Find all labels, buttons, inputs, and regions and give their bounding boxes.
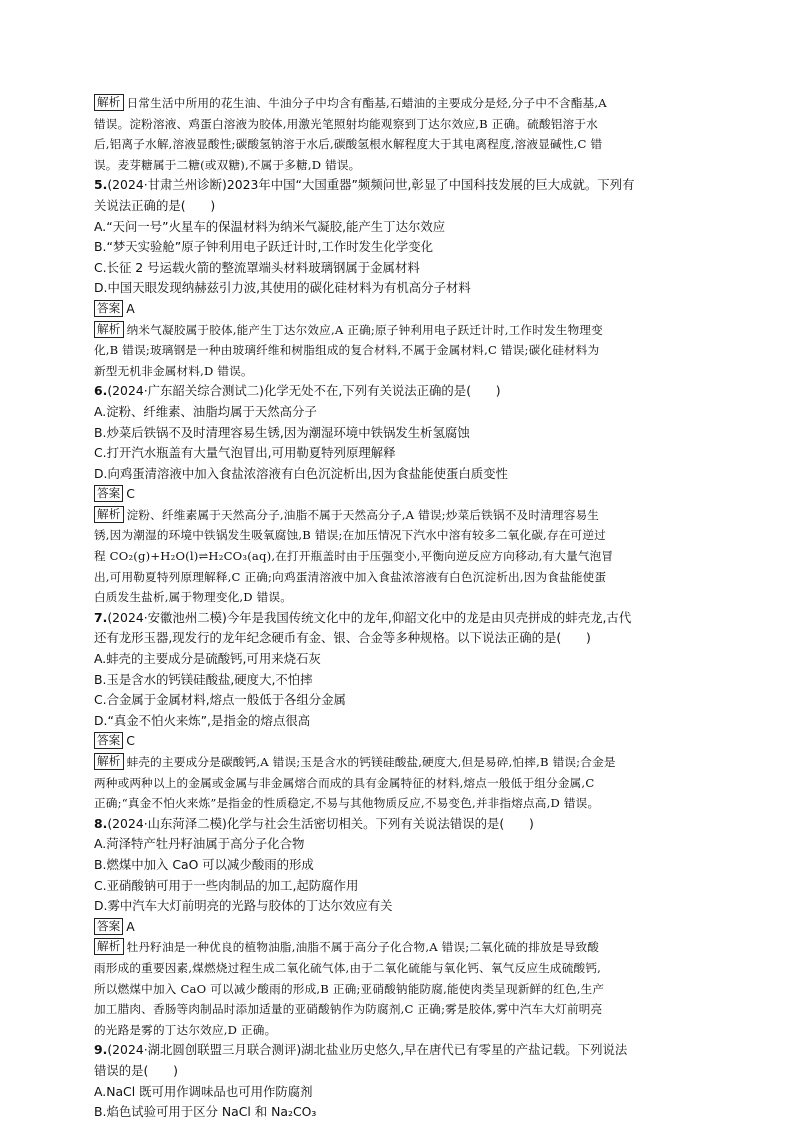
option-b: B.玉是含水的钙镁硅酸盐,硬度大,不怕摔 [94,671,313,687]
answer-line [94,731,706,752]
option-c: C.长征 2 号运载火箭的整流罩端头材料玻璃钢属于金属材料 [94,259,420,275]
explanation-line: 出,可用勒夏特列原理解释,C 正确;向鸡蛋清溶液中加入食盐浓溶液有白色沉淀析出,因为食盐能使蛋 [94,569,607,584]
option-d: D.向鸡蛋清溶液中加入食盐浓溶液有白色沉淀析出,因为食盐能使蛋白质变性 [94,465,508,481]
explanation-tag: 解析 [94,753,124,770]
explanation-line: 程 CO₂(g)+H₂O(l)⇌H₂CO₃(aq),在打开瓶盖时由于压强变小,平衡向逆反应方向移动,有大量气泡冒 [94,549,614,564]
option-a: A.蚌壳的主要成分是硫酸钙,可用来烧石灰 [94,651,321,667]
question-8 [94,814,706,1041]
document-page [94,93,706,1123]
question-stem: 关说法正确的是( ) [94,197,216,213]
explanation-line: 解析 日常生活中所用的花生油、牛油分子中均含有酯基,石蜡油的主要成分是烃,分子中不含酯基,A [94,93,706,114]
question-5 [94,175,706,381]
explanation-line: 化,B 错误;玻璃钢是一种由玻璃纤维和树脂组成的复合材料,不属于金属材料,C 错误;碳化硅材料为 [94,343,600,358]
answer-line [94,917,706,938]
answer-tag: 答案 [94,918,123,935]
question-number: 7. [94,609,108,625]
option-d: D.中国天眼发现纳赫兹引力波,其使用的碳化硅材料为有机高分子材料 [94,280,471,296]
option-b: B.焰色试验可用于区分 NaCl 和 Na₂CO₃ [94,1104,317,1120]
answer-value: A [126,300,135,316]
explanation-line: 解析 牡丹籽油是一种优良的植物油脂,油脂不属于高分子化合物,A 错误;二氧化硫的排放是导致酸 [94,937,706,958]
answer-line [94,484,706,505]
question-number: 8. [94,815,108,831]
option-c: C.亚硝酸钠可用于一些肉制品的加工,起防腐作用 [94,877,359,893]
question-stem: 9.(2024·湖北圆创联盟三月联合测评)湖北盐业历史悠久,早在唐代已有零星的产盐记载。下列说法 [94,1042,628,1058]
explanation-line: 解析 蚌壳的主要成分是碳酸钙,A 错误;玉是含水的钙镁硅酸盐,硬度大,但是易碎,怕摔,B 错误;合金是 [94,752,706,773]
question-9 [94,1040,706,1122]
explanation-line: 所以燃煤中加入 CaO 可以减少酸雨的形成,B 正确;亚硝酸钠能防腐,能使肉类呈现新鲜的红色,生产 [94,981,605,996]
explanation-line: 新型无机非金属材料,D 错误。 [94,363,253,378]
answer-tag: 答案 [94,300,123,317]
question-stem: 还有龙形玉器,现发行的龙年纪念硬币有金、银、合金等多种规格。以下说法正确的是( ) [94,630,591,646]
question-stem: 5.(2024·甘肃兰州诊断)2023年中国“大国重器”频频问世,彰显了中国科技发展的巨大成就。下列有 [94,177,635,193]
option-d: D.雾中汽车大灯前明亮的光路与胶体的丁达尔效应有关 [94,898,393,914]
option-a: A.NaCl 既可用作调味品也可用作防腐剂 [94,1083,313,1099]
explanation-tag: 解析 [94,321,124,338]
option-c: C.打开汽水瓶盖有大量气泡冒出,可用勒夏特列原理解释 [94,445,396,461]
explanation-tag: 解析 [94,506,124,523]
answer-value: A [126,918,135,934]
question-number: 6. [94,383,108,399]
answer-line [94,299,706,320]
option-c: C.合金属于金属材料,熔点一般低于各组分金属 [94,692,346,708]
option-a: A.“天问一号”火星车的保温材料为纳米气凝胶,能产生丁达尔效应 [94,218,446,234]
explanation-line: 两种或两种以上的金属或金属与非金属熔合而成的具有金属特征的材料,熔点一般低于组分金属,C [94,775,595,790]
explanation-line: 解析 淀粉、纤维素属于天然高分子,油脂不属于天然高分子,A 错误;炒菜后铁锅不及时清理容易生 [94,505,706,526]
explanation-line: 错误。淀粉溶液、鸡蛋白溶液为胶体,用激光笔照射均能观察到丁达尔效应,B 正确。硫酸铝溶于水 [94,116,598,131]
explanation-line: 解析 纳米气凝胶属于胶体,能产生丁达尔效应,A 正确;原子钟利用电子跃迁计时,工作时发生物理变 [94,320,706,341]
question-number: 9. [94,1042,108,1058]
question-stem: 8.(2024·山东菏泽二模)化学与社会生活密切相关。下列有关说法错误的是( ) [94,815,534,831]
explanation-tag: 解析 [94,938,124,955]
option-a: A.菏泽特产牡丹籽油属于高分子化合物 [94,836,305,852]
explanation-line: 后,铝离子水解,溶液显酸性;碳酸氢钠溶于水后,碳酸氢根水解程度大于其电离程度,溶液显碱性,C 错 [94,137,603,152]
option-a: A.淀粉、纤维素、油脂均属于天然高分子 [94,403,317,419]
option-b: B.炒菜后铁锅不及时清理容易生锈,因为潮湿环境中铁锅发生析氢腐蚀 [94,424,470,440]
answer-tag: 答案 [94,485,123,502]
explanation-tag: 解析 [94,94,124,111]
answer-value: C [126,486,135,502]
answer-value: C [126,733,135,749]
question-stem: 错误的是( ) [94,1062,179,1078]
explanation-line: 误。麦芽糖属于二糖(或双糖),不属于多糖,D 错误。 [94,157,361,172]
question-7 [94,608,706,814]
explanation-line: 锈,因为潮湿的环境中铁锅发生吸氧腐蚀,B 错误;在加压情况下汽水中溶有较多二氧化碳,存在可逆过 [94,528,606,543]
explanation-line: 的光路是雾的丁达尔效应,D 正确。 [94,1022,277,1037]
question-6 [94,381,706,608]
explanation-line: 白质发生盐析,属于物理变化,D 错误。 [94,590,293,605]
option-b: B.燃煤中加入 CaO 可以减少酸雨的形成 [94,856,314,872]
question-stem: 7.(2024·安徽池州二模)今年是我国传统文化中的龙年,仰韶文化中的龙是由贝壳拼成的蚌壳龙,古代 [94,609,632,625]
answer-tag: 答案 [94,732,123,749]
question-number: 5. [94,177,108,193]
option-b: B.“梦天实验舱”原子钟利用电子跃迁计时,工作时发生化学变化 [94,239,433,255]
explanation-line: 加工腊肉、香肠等肉制品时添加适量的亚硝酸钠作为防腐剂,C 正确;雾是胶体,雾中汽车大灯前明亮 [94,1002,603,1017]
q4-explanation [94,93,706,175]
question-stem: 6.(2024·广东韶关综合测试二)化学无处不在,下列有关说法正确的是( ) [94,383,501,399]
explanation-line: 正确;“真金不怕火来炼”是指金的性质稳定,不易与其他物质反应,不易变色,并非指熔点高,D 错误。 [94,796,600,811]
explanation-line: 雨形成的重要因素,煤燃烧过程生成二氧化硫气体,由于二氧化硫能与氧化钙、氧气反应生成硫酸钙, [94,960,601,975]
option-d: D.“真金不怕火来炼”,是指金的熔点很高 [94,712,311,728]
